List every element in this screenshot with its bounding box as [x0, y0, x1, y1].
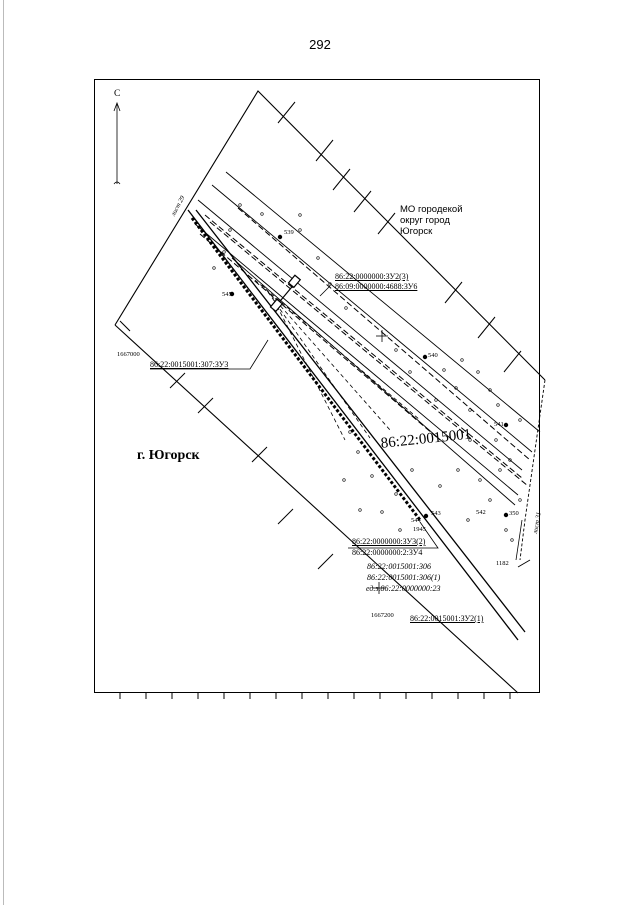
- corridor-lines: [195, 172, 540, 505]
- coordinate-label: 1667000: [117, 351, 140, 358]
- page-number: 292: [309, 37, 331, 52]
- point-label: 540: [428, 352, 438, 359]
- parcel-label-top-1: 86:22:0000000:ЗУ2(3): [335, 272, 409, 281]
- coordinate-label: 1667200: [371, 612, 394, 619]
- north-arrow-icon: [114, 103, 120, 184]
- map-sheet-boundary: [115, 91, 545, 693]
- sheet-label-31: лист 31: [532, 511, 543, 535]
- right-dashed-boundary: [518, 380, 545, 567]
- corridor-dashed-lines: [200, 208, 530, 486]
- point-label: 350: [509, 510, 519, 517]
- parcel-label-bottom: 86:22:0015001:306(1): [367, 573, 441, 582]
- parcel-label-bottom: ед.з.86:22:0000000:23: [366, 584, 441, 593]
- block-number-label: 86:22:0015001: [380, 426, 473, 452]
- parcel-label-top-2: 86:09:0000000:4688:ЗУ6: [335, 282, 418, 291]
- vegetation-dots: [213, 204, 522, 542]
- point-label: 545: [222, 291, 232, 298]
- parcel-label-bottom: 86:22:0015001:306: [367, 562, 431, 571]
- parcel-label-left: 86:22:0015001:307:ЗУ3: [150, 360, 229, 369]
- point-label: 1945: [413, 526, 426, 533]
- point-label: 1182: [496, 560, 509, 567]
- point-label: 542: [476, 509, 486, 516]
- city-label: г. Югорск: [137, 448, 200, 463]
- frame-bottom-ticks: [120, 693, 510, 699]
- north-label: С: [114, 89, 121, 99]
- point-label: 543: [431, 510, 441, 517]
- sheet-label-29: лист 29: [170, 194, 187, 218]
- parcel-label-bottom: 86:22:0015001:ЗУ2(1): [410, 614, 484, 623]
- municipality-label: МО городекой округ город Югорск: [400, 204, 463, 237]
- point-label: 541: [494, 421, 504, 428]
- point-label: 539: [284, 229, 294, 236]
- boundary-ticks-right: [278, 102, 521, 372]
- parcel-label-bottom: 86:22:0000000:ЗУ3(2): [352, 537, 426, 546]
- point-label: 544: [411, 517, 421, 524]
- parcel-label-bottom: 86:22:0000000:2:ЗУ4: [352, 548, 423, 557]
